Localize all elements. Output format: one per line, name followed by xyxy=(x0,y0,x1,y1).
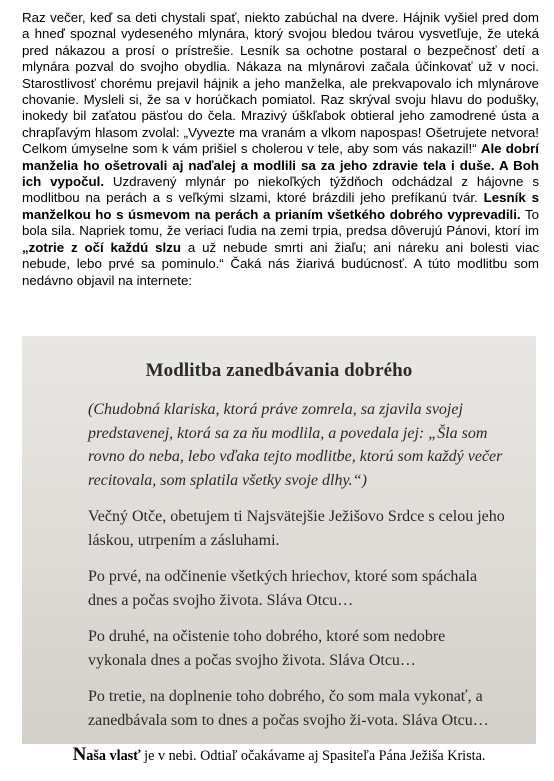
paragraph-part: a už nebude smrti ani žiaľu; ani náreku ani bolesti viac nebude, lebo prvé sa pominulo.“ Čaká nás žiarivá budúcnosť. A túto modlitbu som nedávno objavil na internete: xyxy=(22,239,539,288)
paragraph-part: Uzdravený mlynár po niekoľkých týždňoch odchádzal z hájovne s modlitbou na perách a s veľkými slzami, ktoré brázdili jeho prefíkanú tvár. xyxy=(22,174,539,206)
bold-phrase: „zotrie z očí každú slzu xyxy=(22,239,181,255)
caption-text: je v nebi. Odtiaľ očakávame aj Spasiteľa Pána Ježiša Krista. xyxy=(140,748,486,764)
caption-initial: N xyxy=(72,744,87,765)
prayer-paragraph: Po prvé, na odčinenie všetkých hriechov, ktoré som spáchala dnes a počas svojho života. Sláva Otcu… xyxy=(88,568,478,609)
bold-phrase: Ale dobrí manželia ho ošetrovali aj naďalej a modlili sa za jeho zdravie tela i duše. A Boh ich vypočul. xyxy=(22,141,539,190)
caption-bold: aša vlasť xyxy=(86,748,141,764)
bold-phrase: Lesník s manželkou ho s úsmevom na perách a prianím všetkého dobrého vyprevadili. xyxy=(22,190,539,222)
paragraph-part: To bola sila. Napriek tomu, že veriaci ľudia na zemi trpia, predsa dôverujú Pánovi, ktorí im xyxy=(22,206,540,239)
prayer-paragraph: Večný Otče, obetujem ti Najsvätejšie Ježišovo Srdce s celou jeho láskou, utrpením a zásluhami. xyxy=(88,508,505,549)
prayer-photo xyxy=(22,336,536,744)
paragraph-part: Raz večer, keď sa deti chystali spať, niekto zabúchal na dvere. Hájnik vyšiel pred dom a hneď spoznal vydeseného mlynára, ktorý svojou bledou tvárou vysvetľuje, že uteká pred nákazou a prosí o prístrešie. Lesník sa ochotne postaral o bezpečnosť detí a mlynára pozval do svojho obydlia. Nákaza na mlynárovi začala účinkovať už v noci. Starostlivosť chorému prejavil hájnik a jeho manželka, ale prekvapovalo ich mlynárove chovanie. Mysleli si, že sa v horúčkach pomiatol. Raz skrýval svoju hlavu do podušky, inokedy bil zaťatou päsťou do čela. Mrazivý úškľabok obtieral jeho zamodrené ústa a chrapľavým hlasom zvolal: „Vyvezte ma vranám a vlkom napospas! Ošetrujete netvora! Celkom úmyselne som k vám prišiel s cholerou v tele, aby som vás nakazil!“ xyxy=(22,10,539,157)
article-text xyxy=(22,10,539,289)
prayer-paragraph: Po druhé, na očistenie toho dobrého, ktoré som nedobre vykonala dnes a počas svojho života. Sláva Otcu… xyxy=(88,628,446,669)
caption xyxy=(22,744,536,768)
prayer-body xyxy=(88,398,506,744)
prayer-intro: (Chudobná klariska, ktorá práve zomrela, sa zjavila svojej predstavenej, ktorá sa za ňu modlila, a povedala jej: „Šla som rovno do neba, lebo vďaka tejto modlitbe, ktorú som každý večer recitovala, som splatila všetky svoje dlhy.“) xyxy=(88,401,503,489)
prayer-paragraph: Po tretie, na doplnenie toho dobrého, čo som mala vykonať, a zanedbávala som to dnes a počas svojho ži-vota. Sláva Otcu… xyxy=(88,688,489,729)
prayer-title: Modlitba zanedbávania dobrého xyxy=(145,360,413,381)
